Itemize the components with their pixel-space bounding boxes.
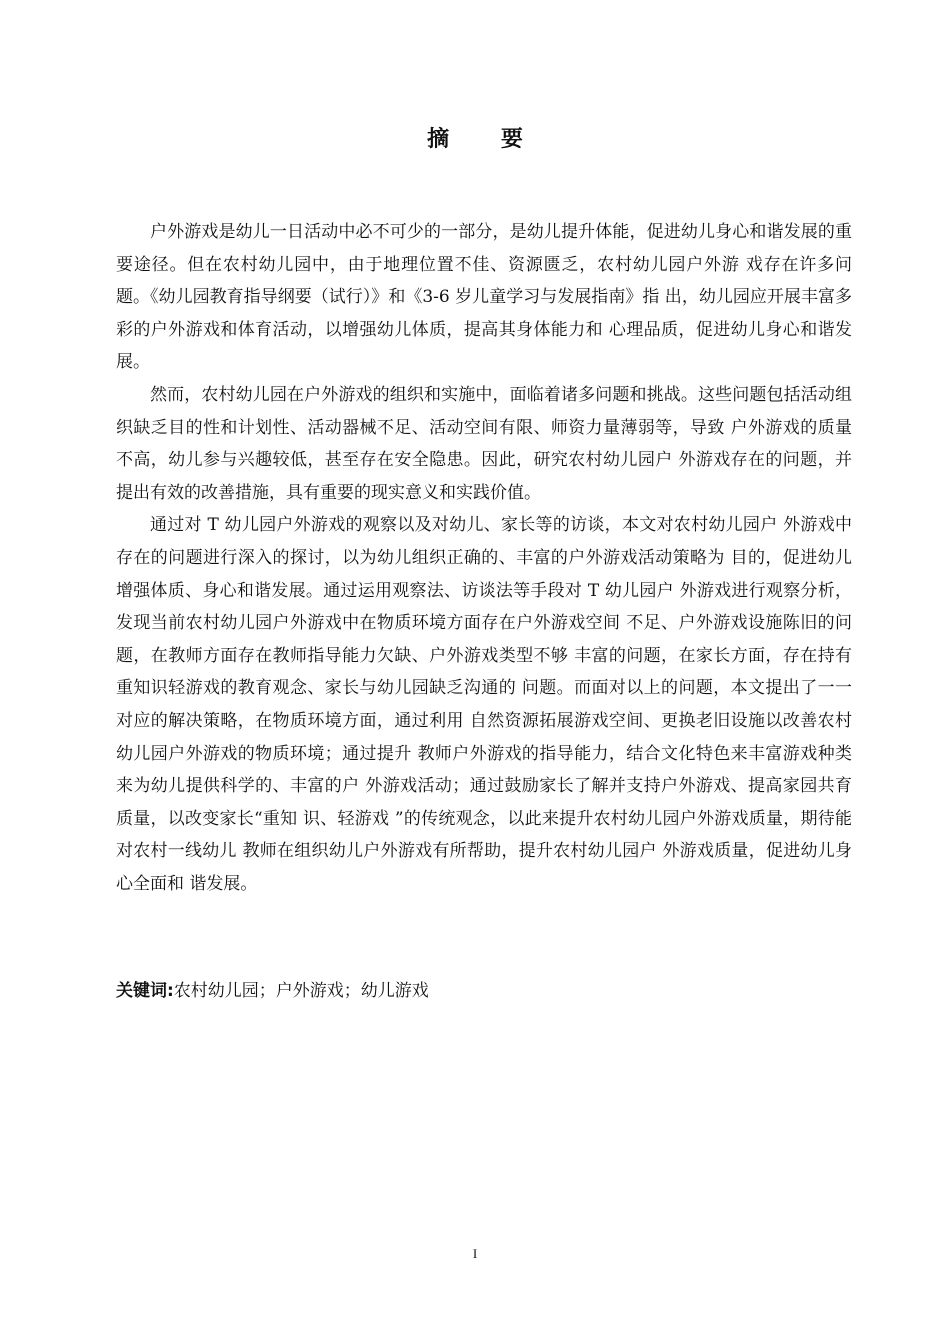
keywords-line [116,975,852,1007]
page-number: I [472,1246,478,1261]
page-title: 摘 要 [427,127,545,152]
abstract-paragraph-1: 户外游戏是幼儿一日活动中必不可少的一部分，是幼儿提升体能，促进幼儿身心和谐发展的重要途径。但在农村幼儿园中，由于地理位置不佳、资源匮乏，农村幼儿园户外游 戏存在许多问题。《幼儿园教育指导纲要（试行）》和《3-6 岁儿童学习与发展指南》指 出，幼儿园应开展丰富多彩的户外游戏和体育活动，以增强幼儿体质，提高其身体能力和 心理品质，促进幼儿身心和谐发展。 [116,222,852,373]
abstract-paragraph-2: 然而，农村幼儿园在户外游戏的组织和实施中，面临着诸多问题和挑战。这些问题包括活动组织缺乏目的性和计划性、活动器械不足、活动空间有限、师资力量薄弱等，导致 户外游戏的质量不高，幼儿参与兴趣较低，甚至存在安全隐患。因此，研究农村幼儿园户 外游戏存在的问题，并提出有效的改善措施，具有重要的现实意义和实践价值。 [116,384,852,503]
keywords-value: 农村幼儿园；户外游戏；幼儿游戏 [173,981,429,1001]
abstract-body [116,216,852,900]
keywords-label: 关键词: [116,981,174,1001]
abstract-paragraph-3: 通过对 T 幼儿园户外游戏的观察以及对幼儿、家长等的访谈，本文对农村幼儿园户 外游戏中存在的问题进行深入的探讨，以为幼儿组织正确的、丰富的户外游戏活动策略为 目的，促进幼儿增强体质、身心和谐发展。通过运用观察法、访谈法等手段对 T 幼儿园户 外游戏进行观察分析，发现当前农村幼儿园户外游戏中在物质环境方面存在户外游戏空间 不足、户外游戏设施陈旧的问题，在教师方面存在教师指导能力欠缺、户外游戏类型不够 丰富的问题，在家长方面，存在持有重知识轻游戏的教育观念、家长与幼儿园缺乏沟通的 问题。而面对以上的问题，本文提出了一一对应的解决策略，在物质环境方面，通过利用 自然资源拓展游戏空间、更换老旧设施以改善农村幼儿园户外游戏的物质环境；通过提升 教师户外游戏的指导能力，结合文化特色来丰富游戏种类来为幼儿提供科学的、丰富的户 外游戏活动；通过鼓励家长了解并支持户外游戏、提高家园共育质量，以改变家长“重知 识、轻游戏 ”的传统观念，以此来提升农村幼儿园户外游戏质量，期待能对农村一线幼儿 教师在组织幼儿户外游戏有所帮助，提升农村幼儿园户 外游戏质量，促进幼儿身心全面和 谐发展。 [116,515,852,894]
